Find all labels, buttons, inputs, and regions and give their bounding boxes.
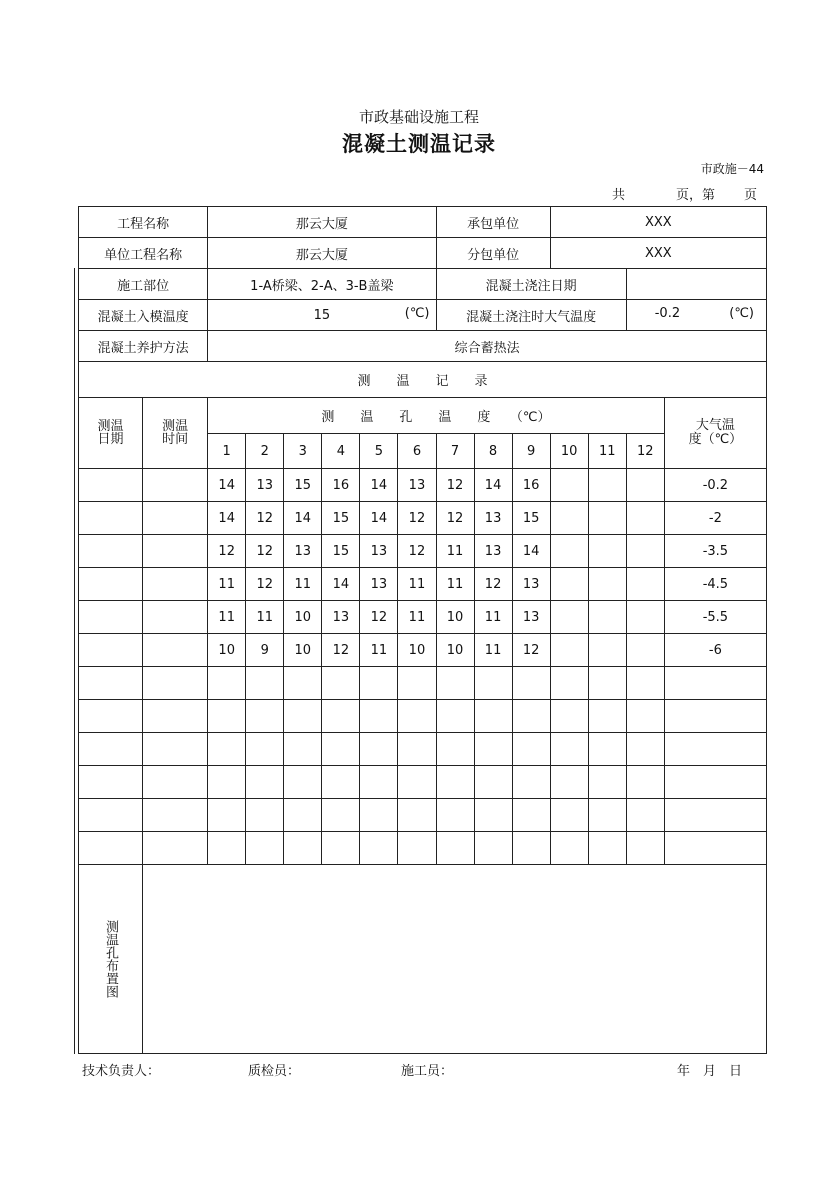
hole-temp-cell: 10 — [436, 634, 474, 667]
hole-temp-cell — [398, 700, 436, 733]
hole-temp-cell — [436, 667, 474, 700]
hole-temp-cell — [436, 733, 474, 766]
hole-temp-cell — [550, 601, 588, 634]
subcontractor-value: XXX — [550, 238, 766, 269]
hole-temp-cell — [474, 799, 512, 832]
hole-temp-cell: 14 — [208, 502, 246, 535]
unit-project-label: 单位工程名称 — [79, 238, 208, 269]
layout-label-cell — [79, 865, 143, 1054]
record-air-temp-cell — [664, 667, 766, 700]
record-air-temp-cell — [664, 766, 766, 799]
hole-temp-cell — [588, 502, 626, 535]
hole-number-header: 7 — [436, 434, 474, 469]
hole-temp-cell: 11 — [208, 568, 246, 601]
hole-temp-cell — [208, 766, 246, 799]
record-date-cell — [79, 733, 143, 766]
project-name-label: 工程名称 — [79, 207, 208, 238]
hole-temp-cell — [208, 733, 246, 766]
hole-temp-cell — [360, 766, 398, 799]
hole-temp-cell — [322, 799, 360, 832]
record-air-temp-cell — [664, 700, 766, 733]
record-air-temp-cell — [664, 733, 766, 766]
hole-temp-cell — [246, 799, 284, 832]
hole-temp-cell: 10 — [284, 634, 322, 667]
hole-temp-cell: 13 — [512, 601, 550, 634]
hole-temp-cell — [626, 634, 664, 667]
hole-temp-cell — [626, 601, 664, 634]
record-date-cell — [79, 667, 143, 700]
hole-temp-cell: 13 — [360, 568, 398, 601]
hole-temp-cell — [550, 766, 588, 799]
subcontractor-label: 分包单位 — [436, 238, 550, 269]
record-row — [79, 535, 767, 568]
hole-temp-cell — [626, 535, 664, 568]
hole-temp-cell: 15 — [322, 502, 360, 535]
hole-temp-cell: 13 — [246, 469, 284, 502]
record-row — [79, 832, 767, 865]
hole-number-header: 10 — [550, 434, 588, 469]
record-date-cell — [79, 700, 143, 733]
hole-temp-cell: 14 — [360, 502, 398, 535]
record-row — [79, 502, 767, 535]
hole-temp-cell — [208, 799, 246, 832]
curing-label: 混凝土养护方法 — [79, 331, 208, 362]
record-row — [79, 634, 767, 667]
hole-temp-cell — [626, 502, 664, 535]
hole-temp-cell — [246, 700, 284, 733]
hole-temp-cell — [588, 568, 626, 601]
record-time-cell — [143, 733, 208, 766]
hole-temp-cell — [588, 634, 626, 667]
hole-temp-cell — [588, 799, 626, 832]
hole-temp-cell — [284, 832, 322, 865]
record-time-cell — [143, 601, 208, 634]
hole-temp-cell: 10 — [436, 601, 474, 634]
hole-temp-cell — [246, 733, 284, 766]
hole-temp-cell — [436, 832, 474, 865]
mold-temp-label: 混凝土入模温度 — [79, 300, 208, 331]
hole-number-header: 3 — [284, 434, 322, 469]
hole-temp-cell — [588, 535, 626, 568]
mold-temp-value: 15 — [313, 307, 331, 323]
inspector-signature: 质检员： — [248, 1064, 301, 1079]
hole-temp-cell — [588, 766, 626, 799]
record-row — [79, 568, 767, 601]
hole-temp-cell — [512, 667, 550, 700]
mold-temp-unit: (℃) — [404, 306, 430, 321]
hole-temp-cell — [550, 667, 588, 700]
hole-temp-cell — [360, 832, 398, 865]
hole-temp-cell — [626, 469, 664, 502]
hole-temp-cell — [398, 667, 436, 700]
hole-temp-cell — [398, 799, 436, 832]
record-air-temp-cell: -5.5 — [664, 601, 766, 634]
record-row — [79, 700, 767, 733]
hole-temp-cell — [550, 733, 588, 766]
record-air-temp-cell: -3.5 — [664, 535, 766, 568]
hole-temp-cell — [588, 601, 626, 634]
hole-number-header: 6 — [398, 434, 436, 469]
hole-temp-cell — [550, 502, 588, 535]
record-row — [79, 766, 767, 799]
hole-temp-cell — [550, 832, 588, 865]
hole-temp-cell — [626, 799, 664, 832]
hole-temp-cell — [246, 667, 284, 700]
hole-temp-cell — [588, 469, 626, 502]
hole-number-header: 11 — [588, 434, 626, 469]
page-unit-label: 页，第 — [676, 188, 716, 203]
hole-temp-cell — [474, 667, 512, 700]
record-time-cell — [143, 799, 208, 832]
record-air-temp-cell — [664, 799, 766, 832]
record-time-cell — [143, 469, 208, 502]
hole-temp-cell: 11 — [208, 601, 246, 634]
air-temp-value: -0.2 — [654, 306, 681, 321]
builder-signature: 施工员： — [401, 1064, 454, 1079]
record-date-cell — [79, 469, 143, 502]
hole-temp-cell — [512, 733, 550, 766]
hole-temp-cell: 14 — [360, 469, 398, 502]
hole-number-header: 8 — [474, 434, 512, 469]
hole-temp-cell: 13 — [474, 535, 512, 568]
hole-temp-cell: 10 — [284, 601, 322, 634]
records-section-title: 测 温 记 录 — [79, 362, 767, 398]
unit-project-value: 那云大厦 — [208, 238, 436, 269]
pour-date-label: 混凝土浇注日期 — [436, 269, 626, 300]
hole-temp-cell — [626, 832, 664, 865]
hole-temp-cell: 12 — [474, 568, 512, 601]
hole-temp-cell — [284, 799, 322, 832]
record-time-cell — [143, 535, 208, 568]
record-row — [79, 601, 767, 634]
hole-temp-cell — [626, 766, 664, 799]
hole-temp-cell — [550, 469, 588, 502]
hole-temp-cell: 14 — [512, 535, 550, 568]
air-temp-label: 混凝土浇注时大气温度 — [436, 300, 626, 331]
hole-temp-cell: 13 — [512, 568, 550, 601]
layout-label: 测温孔布置图 — [103, 920, 119, 998]
hole-temp-cell: 12 — [436, 469, 474, 502]
hole-temp-cell: 11 — [436, 535, 474, 568]
record-date-cell — [79, 799, 143, 832]
record-time-cell — [143, 502, 208, 535]
record-air-temp-cell: -6 — [664, 634, 766, 667]
air-temp-cell — [626, 300, 766, 331]
hole-temp-cell: 10 — [208, 634, 246, 667]
pour-date-value — [626, 269, 766, 300]
hole-temp-cell — [246, 832, 284, 865]
hole-temp-cell: 13 — [284, 535, 322, 568]
hole-temp-cell: 12 — [246, 568, 284, 601]
hole-temp-cell — [512, 799, 550, 832]
hole-temp-cell — [284, 667, 322, 700]
record-date-cell — [79, 766, 143, 799]
hole-temp-cell: 11 — [474, 634, 512, 667]
hole-temp-cell — [512, 700, 550, 733]
record-date-cell — [79, 601, 143, 634]
hole-temp-cell: 11 — [474, 601, 512, 634]
hole-temp-cell — [626, 667, 664, 700]
hole-temp-cell — [588, 733, 626, 766]
hole-temp-cell — [208, 667, 246, 700]
air-temp-unit: (℃) — [729, 306, 754, 321]
page-title: 混凝土测温记录 — [342, 132, 496, 156]
contractor-label: 承包单位 — [436, 207, 550, 238]
hole-temp-cell: 14 — [322, 568, 360, 601]
hole-temp-cell: 12 — [360, 601, 398, 634]
hole-temp-cell — [360, 667, 398, 700]
record-time-cell — [143, 568, 208, 601]
hole-number-header: 12 — [626, 434, 664, 469]
hole-temp-cell: 12 — [512, 634, 550, 667]
hole-temp-cell: 13 — [474, 502, 512, 535]
record-date-cell — [79, 535, 143, 568]
record-row — [79, 469, 767, 502]
hole-temp-cell — [284, 766, 322, 799]
record-time-cell — [143, 634, 208, 667]
sign-date: 年 月 日 — [677, 1064, 743, 1079]
form-code: 市政施－44 — [700, 162, 764, 176]
hole-temp-cell — [550, 799, 588, 832]
hole-number-header: 1 — [208, 434, 246, 469]
hole-temp-cell: 15 — [322, 535, 360, 568]
hole-temp-header: 测 温 孔 温 度 （℃） — [208, 398, 665, 434]
hole-temp-cell — [474, 766, 512, 799]
hole-temp-cell — [588, 832, 626, 865]
record-air-temp-cell: -0.2 — [664, 469, 766, 502]
hole-temp-cell: 11 — [284, 568, 322, 601]
hole-temp-cell — [284, 700, 322, 733]
record-date-cell — [79, 634, 143, 667]
hole-temp-cell: 12 — [398, 502, 436, 535]
page-total-label: 共 — [612, 188, 626, 203]
hole-temp-cell — [474, 733, 512, 766]
hole-temp-cell — [284, 733, 322, 766]
hole-temp-cell — [246, 766, 284, 799]
hole-temp-cell: 12 — [246, 535, 284, 568]
hole-temp-cell — [550, 535, 588, 568]
record-row — [79, 799, 767, 832]
hole-temp-cell — [208, 700, 246, 733]
hole-temp-cell: 15 — [284, 469, 322, 502]
hole-temp-cell — [550, 700, 588, 733]
hole-temp-cell: 14 — [284, 502, 322, 535]
hole-temp-cell: 11 — [398, 601, 436, 634]
location-label: 施工部位 — [79, 269, 208, 300]
hole-temp-cell — [208, 832, 246, 865]
hole-temp-cell: 10 — [398, 634, 436, 667]
mold-temp-cell — [208, 300, 436, 331]
hole-temp-cell — [588, 667, 626, 700]
hole-temp-cell: 12 — [398, 535, 436, 568]
hole-temp-cell: 9 — [246, 634, 284, 667]
record-air-temp-cell — [664, 832, 766, 865]
hole-temp-cell: 13 — [398, 469, 436, 502]
hole-temp-cell — [322, 667, 360, 700]
hole-temp-cell — [322, 832, 360, 865]
hole-temp-cell: 15 — [512, 502, 550, 535]
record-time-cell — [143, 832, 208, 865]
hole-temp-cell — [360, 799, 398, 832]
hole-temp-cell — [512, 832, 550, 865]
margin-line — [74, 268, 75, 1054]
hole-temp-cell: 13 — [322, 601, 360, 634]
hole-temp-cell — [360, 700, 398, 733]
record-row — [79, 667, 767, 700]
contractor-value: XXX — [550, 207, 766, 238]
hole-temp-cell: 12 — [208, 535, 246, 568]
hole-temp-cell — [550, 568, 588, 601]
air-temp-column-header: 大气温 度（℃） — [664, 398, 766, 469]
record-date-cell — [79, 832, 143, 865]
hole-number-header: 9 — [512, 434, 550, 469]
tech-lead-signature: 技术负责人： — [82, 1064, 161, 1079]
hole-temp-cell — [550, 634, 588, 667]
hole-temp-cell — [398, 733, 436, 766]
hole-temp-cell — [398, 766, 436, 799]
record-air-temp-cell: -2 — [664, 502, 766, 535]
hole-temp-cell: 12 — [436, 502, 474, 535]
hole-number-header: 5 — [360, 434, 398, 469]
hole-temp-cell — [626, 700, 664, 733]
hole-number-header: 2 — [246, 434, 284, 469]
hole-temp-cell — [322, 700, 360, 733]
layout-diagram-area — [143, 865, 767, 1054]
hole-temp-cell — [588, 700, 626, 733]
hole-temp-cell — [360, 733, 398, 766]
page-end-label: 页 — [744, 188, 758, 203]
hole-temp-cell — [436, 799, 474, 832]
hole-temp-cell: 16 — [512, 469, 550, 502]
record-date-cell — [79, 502, 143, 535]
record-time-cell — [143, 700, 208, 733]
hole-temp-cell — [474, 832, 512, 865]
hole-temp-cell — [436, 700, 474, 733]
record-date-cell — [79, 568, 143, 601]
project-name-value: 那云大厦 — [208, 207, 436, 238]
record-form — [78, 206, 767, 1054]
hole-temp-cell: 12 — [322, 634, 360, 667]
hole-temp-cell — [474, 700, 512, 733]
record-air-temp-cell: -4.5 — [664, 568, 766, 601]
date-column-header: 测温 日期 — [79, 398, 143, 469]
hole-temp-cell: 12 — [246, 502, 284, 535]
hole-temp-cell — [626, 733, 664, 766]
hole-temp-cell: 16 — [322, 469, 360, 502]
hole-temp-cell — [626, 568, 664, 601]
curing-value: 综合蓄热法 — [208, 331, 767, 362]
subtitle: 市政基础设施工程 — [358, 108, 479, 126]
hole-temp-cell: 14 — [474, 469, 512, 502]
record-row — [79, 733, 767, 766]
hole-temp-cell — [436, 766, 474, 799]
hole-temp-cell: 11 — [436, 568, 474, 601]
hole-temp-cell — [322, 733, 360, 766]
record-time-cell — [143, 766, 208, 799]
hole-temp-cell: 11 — [246, 601, 284, 634]
hole-temp-cell — [322, 766, 360, 799]
hole-temp-cell: 13 — [360, 535, 398, 568]
hole-temp-cell — [398, 832, 436, 865]
hole-temp-cell: 14 — [208, 469, 246, 502]
hole-temp-cell — [512, 766, 550, 799]
location-value: 1-A桥梁、2-A、3-B盖梁 — [208, 269, 436, 300]
hole-number-header: 4 — [322, 434, 360, 469]
hole-temp-cell: 11 — [398, 568, 436, 601]
time-column-header: 测温 时间 — [143, 398, 208, 469]
hole-temp-cell: 11 — [360, 634, 398, 667]
record-time-cell — [143, 667, 208, 700]
